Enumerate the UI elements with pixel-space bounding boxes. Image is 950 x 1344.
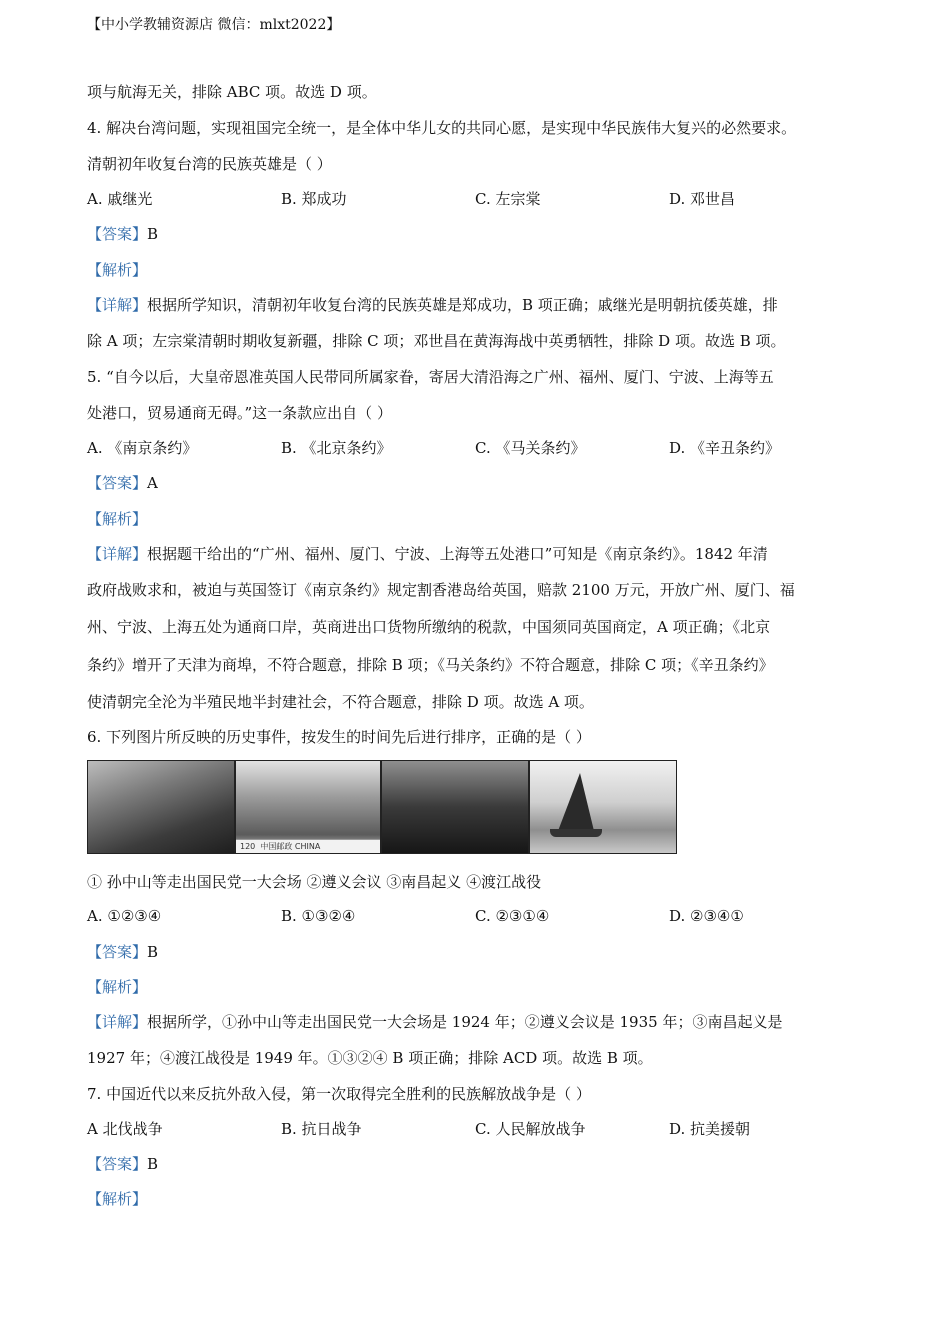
question-5-answer: [87, 473, 158, 493]
question-4-option-d: D. 邓世昌: [669, 190, 736, 208]
question-5-detail-line-2: 政府战败求和，被迫与英国签订《南京条约》规定割香港岛给英国，赔款 2100 万元，开放广州、厦门、福: [87, 581, 795, 599]
question-5-stem-line-2: 处港口，贸易通商无碍。”这一条款应出自（ ）: [87, 404, 392, 422]
question-7-option-c: C. 人民解放战争: [475, 1120, 586, 1138]
question-6-answer: [87, 942, 158, 962]
question-6-analysis-tag: 【解析】: [87, 978, 148, 996]
question-7-stem: 7. 中国近代以来反抗外敌入侵，第一次取得完全胜利的民族解放战争是（ ）: [87, 1085, 591, 1103]
question-5-option-b: B. 《北京条约》: [281, 439, 392, 457]
question-6-option-c: C. ②③①④: [475, 907, 550, 925]
question-6-detail-line-1: [87, 1012, 782, 1032]
answer-value: B: [147, 943, 159, 961]
photo-yangtze-crossing: [529, 760, 677, 854]
answer-explanation-tail: 项与航海无关，排除 ABC 项。故选 D 项。: [87, 83, 377, 101]
answer-value: A: [147, 474, 158, 492]
question-7-option-a: A 北伐战争: [87, 1120, 163, 1138]
question-6-caption: ① 孙中山等走出国民党一大会场 ②遵义会议 ③南昌起义 ④渡江战役: [87, 873, 542, 891]
question-4-stem-line-1: 4. 解决台湾问题，实现祖国完全统一，是全体中华儿女的共同心愿，是实现中华民族伟大复兴的必然要求。: [87, 119, 797, 137]
question-6-option-b: B. ①③②④: [281, 907, 356, 925]
detail-tag: 【详解】: [87, 1013, 148, 1031]
question-7-analysis-tag: 【解析】: [87, 1190, 148, 1208]
question-5-detail-line-1: [87, 544, 768, 564]
question-4-stem-line-2: 清朝初年收复台湾的民族英雄是（ ）: [87, 155, 332, 173]
detail-text: 根据所学，①孙中山等走出国民党一大会场是 1924 年；②遵义会议是 1935 年；③南昌起义是: [147, 1013, 783, 1031]
answer-tag: 【答案】: [87, 1155, 148, 1173]
page-header-watermark: 【中小学教辅资源店 微信：mlxt2022】: [87, 17, 341, 33]
answer-tag: 【答案】: [87, 225, 148, 243]
answer-tag: 【答案】: [87, 943, 148, 961]
answer-tag: 【答案】: [87, 474, 148, 492]
question-6-stem: 6. 下列图片所反映的历史事件，按发生的时间先后进行排序，正确的是（ ）: [87, 728, 591, 746]
question-6-option-a: A. ①②③④: [87, 907, 162, 925]
question-5-option-a: A. 《南京条约》: [87, 439, 198, 457]
question-5-option-d: D. 《辛丑条约》: [669, 439, 781, 457]
question-4-analysis-tag: 【解析】: [87, 261, 148, 279]
sailboat-icon: [558, 773, 594, 831]
photo-nanchang-uprising: [381, 760, 529, 854]
question-4-detail-line-2: 除 A 项；左宗棠清朝时期收复新疆，排除 C 项；邓世昌在黄海海战中英勇牺牲，排除 D 项。故选 B 项。: [87, 332, 786, 350]
question-4-option-a: A. 戚继光: [87, 190, 153, 208]
question-6-option-d: D. ②③④①: [669, 907, 744, 925]
question-5-detail-line-4: 条约》增开了天津为商埠，不符合题意，排除 B 项；《马关条约》不符合题意，排除 C 项；《辛丑条约》: [87, 656, 774, 674]
stamp-caption: 120 中国邮政 CHINA: [236, 839, 380, 853]
question-7-answer: [87, 1154, 158, 1174]
question-4-option-c: C. 左宗棠: [475, 190, 541, 208]
question-5-detail-line-5: 使清朝完全沦为半殖民地半封建社会，不符合题意，排除 D 项。故选 A 项。: [87, 693, 594, 711]
question-5-analysis-tag: 【解析】: [87, 510, 148, 528]
question-5-stem-line-1: 5. “自今以后，大皇帝恩准英国人民带同所属家眷，寄居大清沿海之广州、福州、厦门、宁波、上海等五: [87, 368, 774, 386]
photo-zunyi-conference-stamp: [235, 760, 381, 854]
detail-tag: 【详解】: [87, 545, 148, 563]
answer-value: B: [147, 1155, 159, 1173]
question-5-option-c: C. 《马关条约》: [475, 439, 586, 457]
question-5-detail-line-3: 州、宁波、上海五处为通商口岸，英商进出口货物所缴纳的税款，中国须同英国商定，A 项正确；《北京: [87, 618, 771, 636]
question-4-option-b: B. 郑成功: [281, 190, 347, 208]
question-7-option-d: D. 抗美援朝: [669, 1120, 751, 1138]
boat-hull-icon: [550, 829, 602, 837]
detail-text: 根据所学知识，清朝初年收复台湾的民族英雄是郑成功，B 项正确；戚继光是明朝抗倭英雄，排: [147, 296, 778, 314]
question-6-detail-line-2: 1927 年；④渡江战役是 1949 年。①③②④ B 项正确；排除 ACD 项。故选 B 项。: [87, 1049, 653, 1067]
question-7-option-b: B. 抗日战争: [281, 1120, 362, 1138]
question-6-image-strip: [87, 760, 677, 856]
photo-sun-yat-sen-congress: [87, 760, 235, 854]
question-4-detail-line-1: [87, 295, 778, 315]
answer-value: B: [147, 225, 159, 243]
detail-tag: 【详解】: [87, 296, 148, 314]
detail-text: 根据题干给出的“广州、福州、厦门、宁波、上海等五处港口”可知是《南京条约》。1842 年清: [147, 545, 768, 563]
question-4-answer: [87, 224, 158, 244]
